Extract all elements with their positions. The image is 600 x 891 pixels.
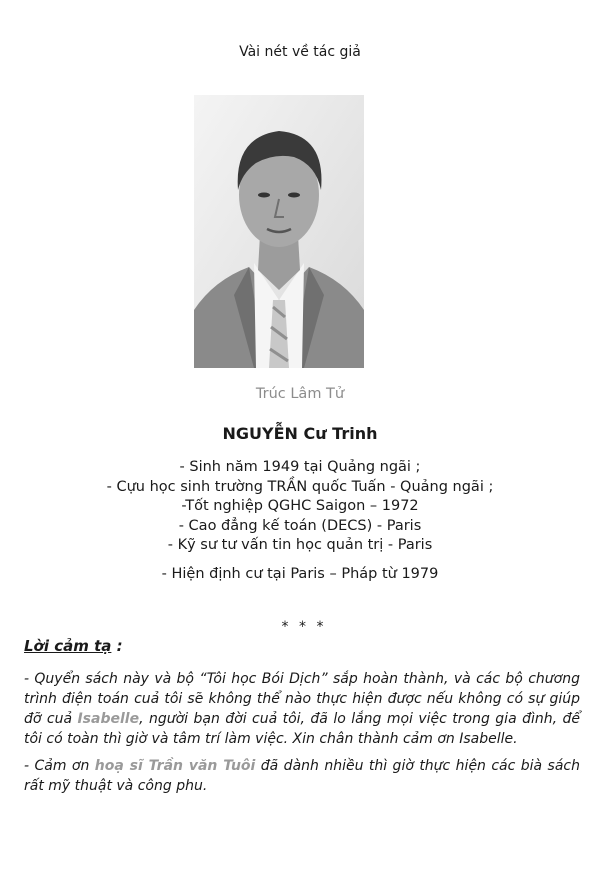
acknowledgement-paragraph-1 [24,669,580,749]
acknowledgements-title: Lời cảm tạ [24,637,112,655]
paragraph-text: đã dành nhiều thì giờ thực hiện các bià sách rất mỹ thuật và công phu. [24,758,580,794]
portrait-image [194,95,364,368]
acknowledgements-heading [24,637,123,655]
author-bio-list [0,458,600,556]
paragraph-text: - Cảm ơn [24,758,95,774]
author-photo [194,95,364,368]
bio-line: - Cao đẳng kế toán (DECS) - Paris [178,517,422,534]
bio-line: -Tốt nghiệp QGHC Saigon – 1972 [181,498,419,514]
bio-line: - Cựu học sinh trường TRẦN quốc Tuấn - Quảng ngãi ; [106,478,494,495]
section-separator: * * * [281,619,327,635]
residence-line: - Hiện định cư tại Paris – Pháp từ 1979 [161,566,439,582]
acknowledgement-paragraph-2 [24,756,580,796]
paragraph-text: - Quyển sách này và bộ “Tôi học Bói Dịch” sắp hoàn thành, và các bộ chương trình điện toán cuả tôi sẽ không thể nào thực hiện được nếu không có sự giúp đỡ cuả [24,671,580,727]
highlighted-name: Isabelle [77,711,140,727]
author-name: NGUYỄN Cư Trinh [222,424,378,443]
bio-line: - Kỹ sư tư vấn tin học quản trị - Paris [167,537,433,553]
acknowledgements-title-suffix: : [111,637,123,655]
paragraph-text: , người bạn đời cuả tôi, đã lo lắng mọi việc trong gia đình, để tôi có toàn thì giờ và tâm trí làm việc. Xin chân thành cảm ơn Isabelle. [24,711,580,747]
pen-name: Trúc Lâm Tử [255,386,345,402]
bio-line: - Sinh năm 1949 tại Quảng ngãi ; [179,459,421,475]
page-heading: Vài nét về tác giả [239,44,361,60]
highlighted-name: hoạ sĩ Trần văn Tuôi [94,758,256,774]
